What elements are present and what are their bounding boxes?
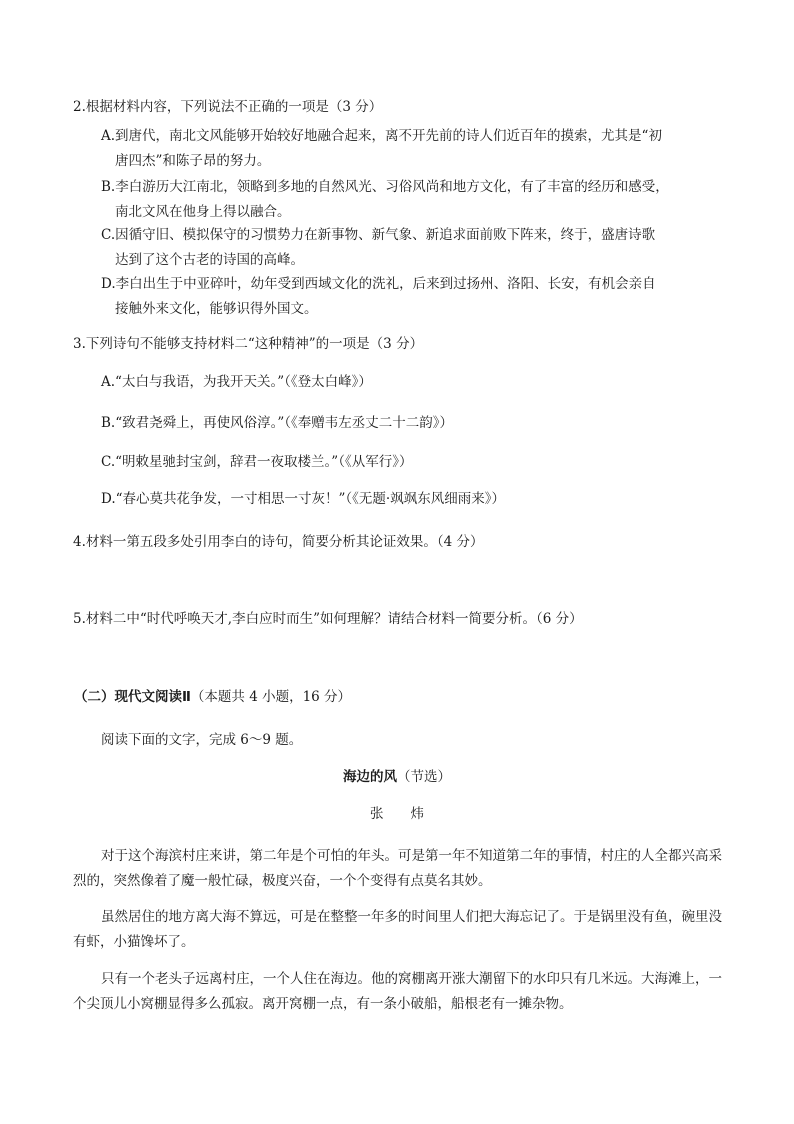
option-text-continued: 接触外来文化，能够识得外国文。 <box>115 301 318 317</box>
option-text: A.到唐代，南北文风能够开始较好地融合起来，离不开先前的诗人们近百年的摸索，尤其是“初 <box>101 128 662 144</box>
paragraph-text: 对于这个海滨村庄来讲，第二年是个可怕的年头。可是第一年不知道第二年的事情，村庄的人全都兴高采烈的，突然像着了魔一般忙碌，极度兴奋，一个个变得有点莫名其妙。 <box>73 848 722 889</box>
article-author: 张 炜 <box>370 806 424 822</box>
section-heading-note: （本题共 4 小题，16 分） <box>190 689 352 705</box>
question-3-option-c: C.“明敕星驰封宝剑，辞君一夜取楼兰。”（《从军行》） <box>101 454 413 470</box>
question-3-option-a: A.“太白与我语，为我开天关。”（《登太白峰》） <box>101 374 372 390</box>
option-text-continued: 唐四杰”和陈子昂的努力。 <box>115 153 271 169</box>
question-5-stem: 5.材料二中“时代呼唤天才,李白应时而生”如何理解？请结合材料一简要分析。（6 分） <box>73 611 583 627</box>
article-paragraph-2 <box>73 905 725 955</box>
section-heading-title: （二）现代文阅读Ⅱ <box>74 689 191 705</box>
article-paragraph-1 <box>73 844 725 894</box>
option-text: D.李白出生于中亚碎叶，幼年受到西域文化的洗礼，后来到过扬州、洛阳、长安，有机会亲自 <box>101 276 656 292</box>
paragraph-text: 只有一个老头子远离村庄，一个人住在海边。他的窝棚离开涨大潮留下的水印只有几米远。大海滩上，一个尖顶儿小窝棚显得多么孤寂。离开窝棚一点，有一条小破船，船根老有一摊杂物。 <box>73 971 722 1012</box>
section-heading <box>74 687 351 707</box>
option-text: B.李白游历大江南北，领略到多地的自然风光、习俗风尚和地方文化，有了丰富的经历和感受， <box>101 179 669 195</box>
question-2-option-b <box>101 175 701 225</box>
article-title <box>0 767 794 787</box>
question-2-option-c <box>101 223 701 273</box>
article-title-text: 海边的风 <box>343 769 397 785</box>
option-text-continued: 南北文风在他身上得以融合。 <box>115 204 291 220</box>
option-text-continued: 达到了这个古老的诗国的高峰。 <box>115 252 304 268</box>
question-3-option-b: B.“致君尧舜上，再使风俗淳。”（《奉赠韦左丞丈二十二韵》） <box>101 415 454 431</box>
question-3-stem: 3.下列诗句不能够支持材料二“这种精神”的一项是（3 分） <box>73 336 424 352</box>
question-2-option-d <box>101 272 701 322</box>
article-paragraph-3 <box>73 967 725 1017</box>
reading-instruction: 阅读下面的文字，完成 6～9 题。 <box>101 732 303 748</box>
question-3-option-d: D.“春心莫共花争发，一寸相思一寸灰！”（《无题·飒飒东风细雨来》） <box>101 491 505 507</box>
question-2-stem: 2.根据材料内容，下列说法不正确的一项是（3 分） <box>73 99 383 115</box>
article-title-note: （节选） <box>397 769 451 785</box>
question-4-stem: 4.材料一第五段多处引用李白的诗句，简要分析其论证效果。（4 分） <box>73 534 484 550</box>
question-2-option-a <box>101 124 701 174</box>
paragraph-text: 虽然居住的地方离大海不算远，可是在整整一年多的时间里人们把大海忘记了。于是锅里没有鱼，碗里没有虾，小猫馋坏了。 <box>73 909 722 950</box>
option-text: C.因循守旧、模拟保守的习惯势力在新事物、新气象、新追求面前败下阵来，终于，盛唐诗歌 <box>101 227 656 243</box>
